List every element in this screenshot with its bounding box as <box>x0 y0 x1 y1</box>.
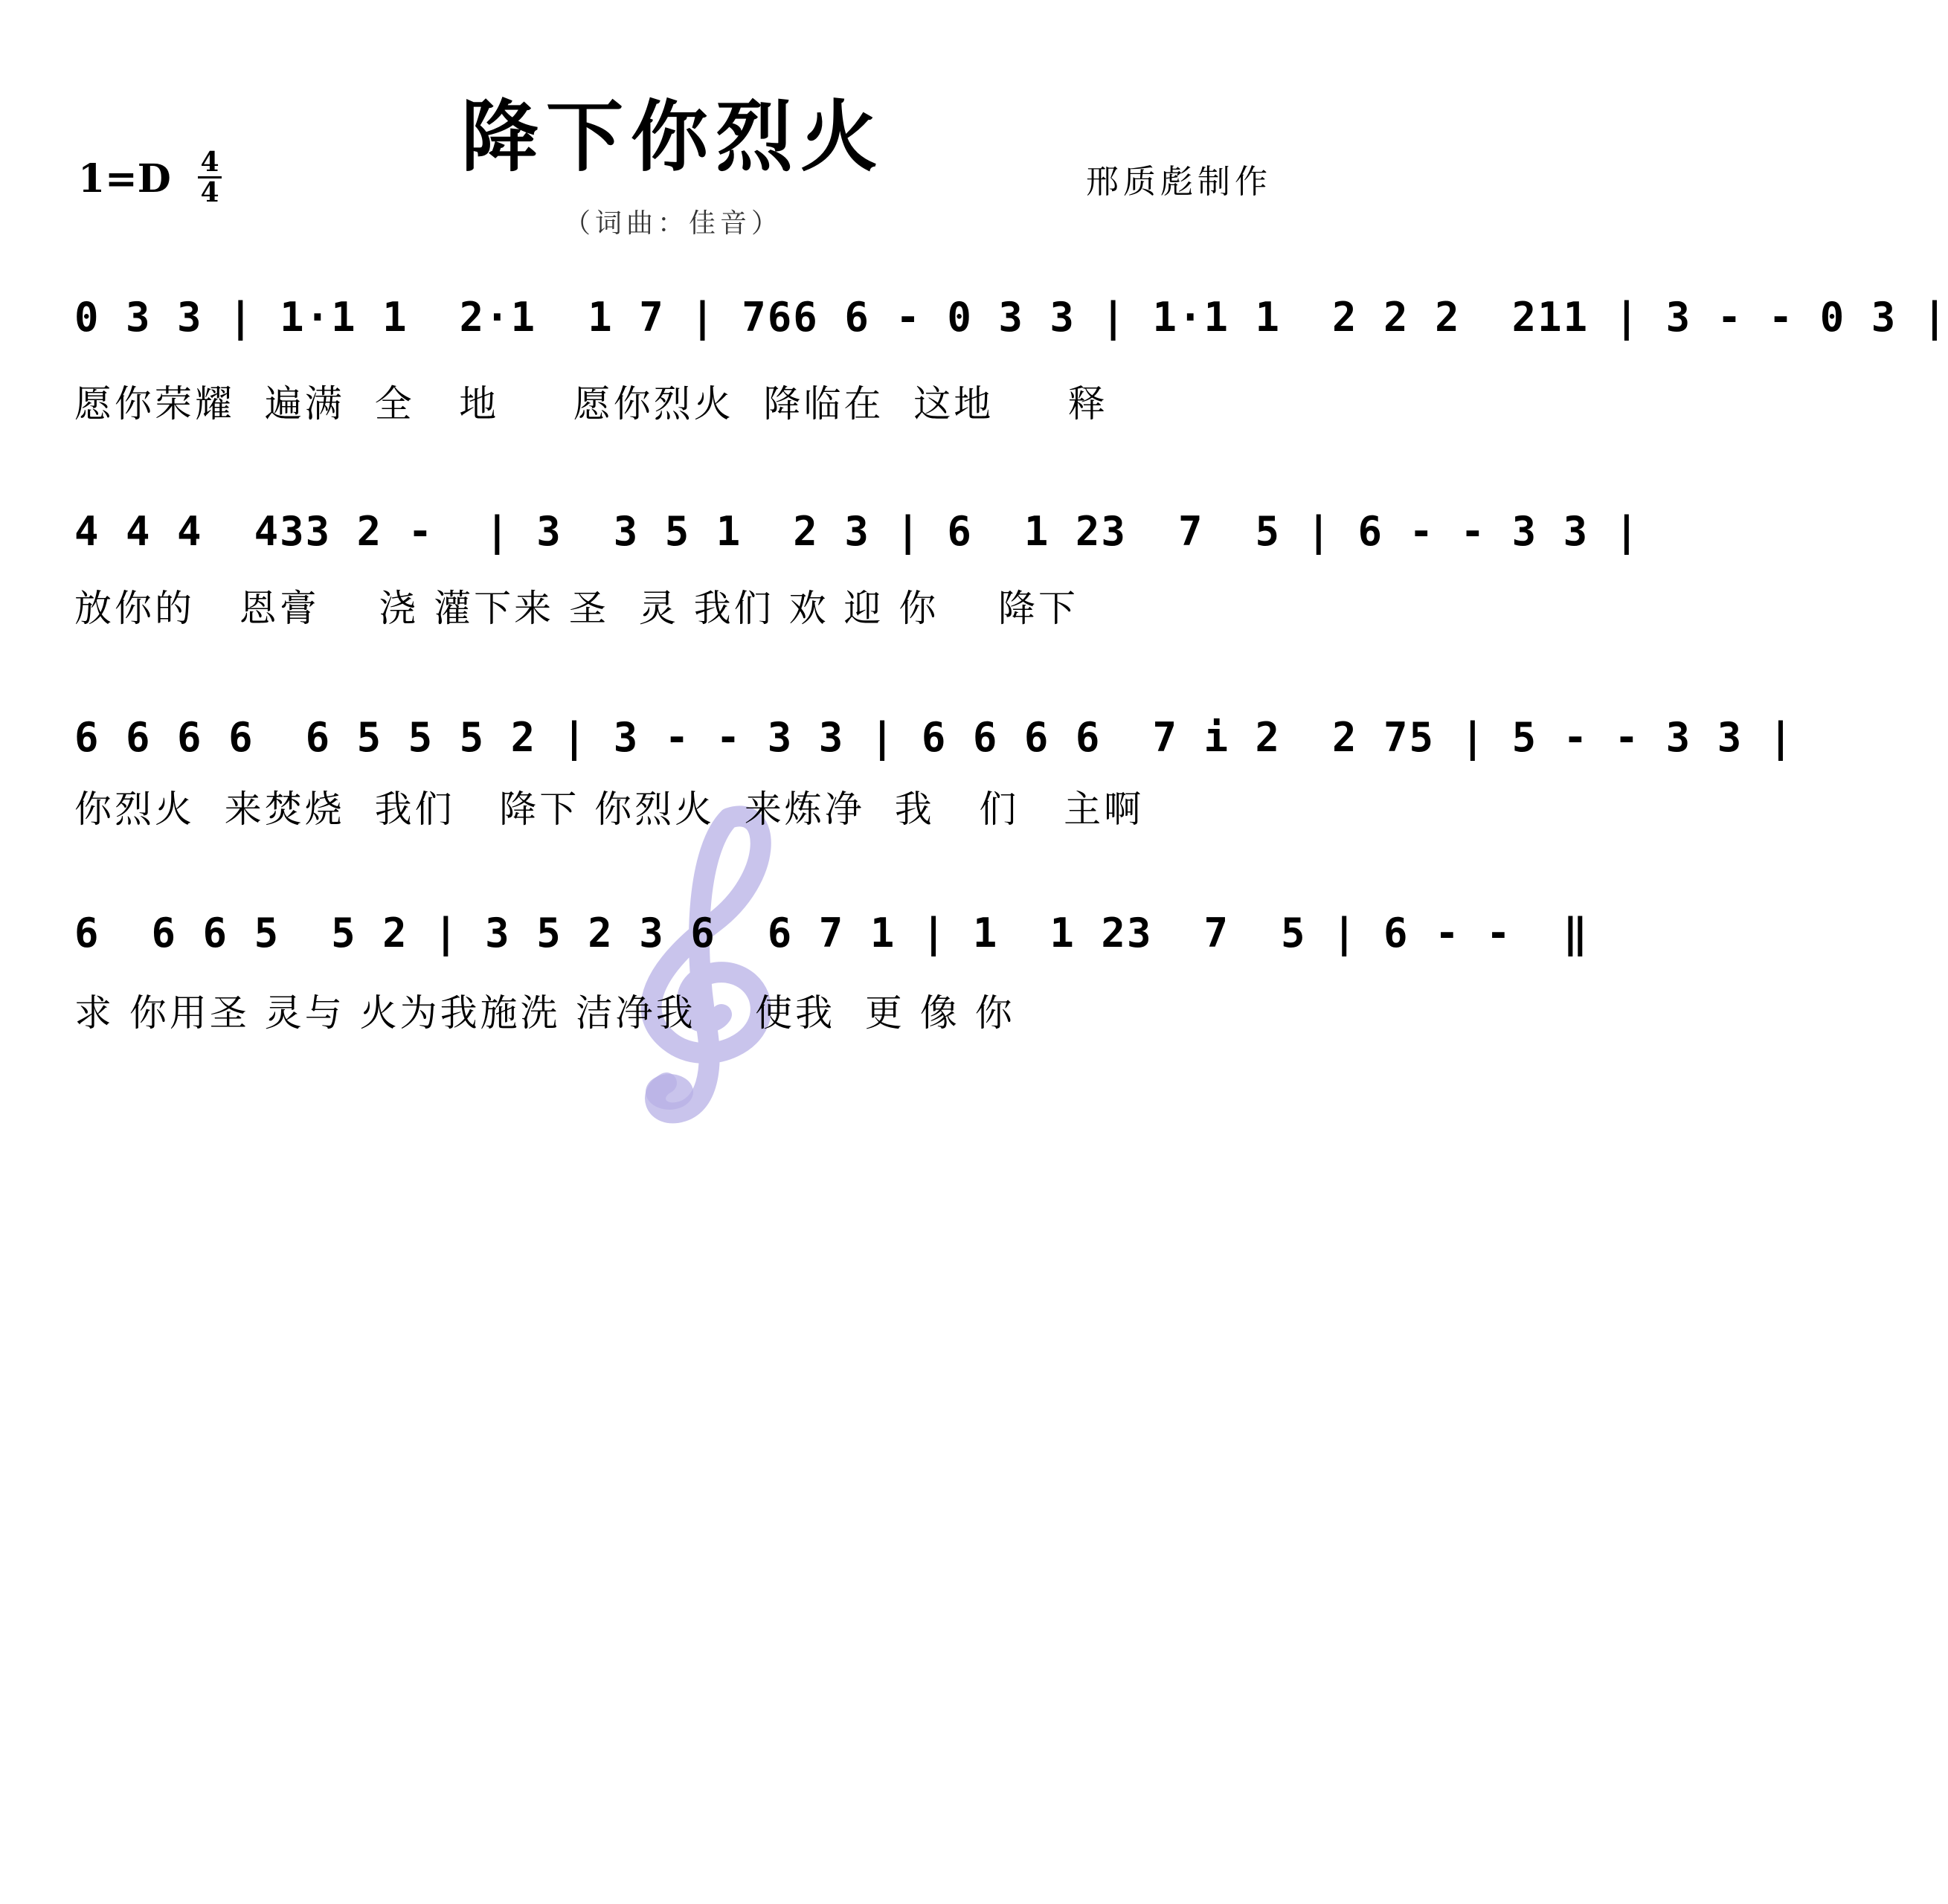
lyrics-line-2: 放你的 恩膏 浇 灌下来 圣 灵 我们 欢 迎 你 降下 <box>74 587 1079 630</box>
notation-line-1: 0 3 3 | 1·1 1 2·1 1 7 | 766 6 - 0 3 3 | 1·1 1 2 2 2 211 | 3 - - 0 3 | <box>74 294 1948 341</box>
lyrics-line-1: 愿你荣耀 遍满 全 地 愿你烈火 降临在 这地 释 <box>74 382 1108 425</box>
lyrics-music-credit: （词曲：佳音） <box>563 208 782 239</box>
treble-clef-icon <box>550 788 848 1130</box>
lyrics-line-4: 求 你用圣 灵与 火为我施洗 洁净我 使我 更 像 你 <box>74 991 1015 1035</box>
notation-line-3: 6 6 6 6 6 5 5 5 2 | 3 - - 3 3 | 6 6 6 6 7 i 2 2 75 | 5 - - 3 3 | <box>74 714 1795 761</box>
time-signature <box>195 149 225 206</box>
time-signature-top: 4 <box>200 147 219 178</box>
notation-line-2: 4 4 4 433 2 - | 3 3 5 1 2 3 | 6 1 23 7 5 | 6 - - 3 3 | <box>74 508 1641 555</box>
lyrics-line-3: 你烈火 来焚烧 我们 降下 你烈火 来炼净 我 们 主啊 <box>74 788 1145 831</box>
key-signature: 1=D <box>78 156 171 202</box>
notation-line-4: 6 6 6 5 5 2 | 3 5 2 3 6 6 7 1 | 1 1 23 7 5 | 6 - - ‖ <box>74 910 1589 956</box>
time-signature-bottom: 4 <box>200 177 219 208</box>
author-credit: 邢质彪制作 <box>1086 163 1272 201</box>
song-title: 降下你烈火 <box>460 91 885 182</box>
